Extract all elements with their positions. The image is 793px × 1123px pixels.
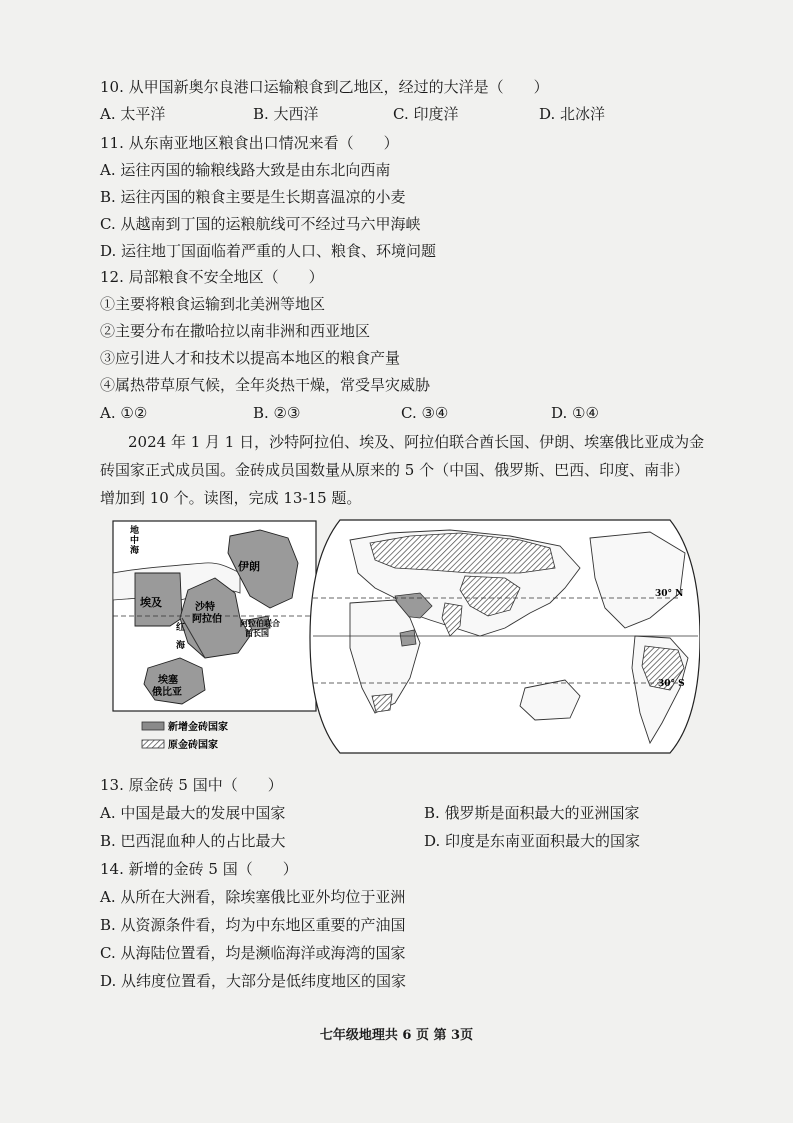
- q12-option-c: C. ③④: [401, 404, 449, 422]
- q14-option-c: C. 从海陆位置看，均是濒临海洋或海湾的国家: [100, 944, 406, 962]
- legend-new-swatch: [142, 722, 164, 730]
- q11-option-d: D. 运往地丁国面临着严重的人口、粮食、环境问题: [100, 242, 437, 260]
- label-iran: 伊朗: [238, 560, 260, 573]
- ethiopia-world-shape: [400, 630, 416, 646]
- q12-stem: 12. 局部粮食不安全地区（ ）: [100, 268, 324, 286]
- q12-option-d: D. ①④: [551, 404, 599, 422]
- q13-option-b: B. 俄罗斯是面积最大的亚洲国家: [424, 804, 640, 822]
- label-uae: 阿拉伯联合酋长国: [240, 618, 280, 638]
- page-footer: 七年级地理共 6 页 第 3页: [319, 1028, 474, 1043]
- label-sea-top: 地中海: [130, 526, 140, 556]
- q12-item-3: ③应引进人才和技术以提高本地区的粮食产量: [100, 349, 401, 367]
- q11-option-a: A. 运往丙国的输粮线路大致是由东北向西南: [100, 161, 391, 179]
- q13-stem: 13. 原金砖 5 国中（ ）: [100, 776, 283, 794]
- q12-option-a: A. ①②: [100, 404, 148, 422]
- south-africa-shape: [372, 694, 392, 712]
- legend-original-label: 原金砖国家: [168, 740, 218, 751]
- q11-option-b: B. 运往丙国的粮食主要是生长期喜温凉的小麦: [100, 188, 406, 206]
- reading-intro: [100, 428, 705, 512]
- q12-option-b: B. ②③: [253, 404, 301, 422]
- q10-option-a: A. 太平洋: [100, 105, 166, 123]
- lat-30n-label: 30° N: [655, 589, 684, 599]
- label-red-sea: 红海: [176, 623, 186, 651]
- q13-option-a: A. 中国是最大的发展中国家: [100, 804, 286, 822]
- lat-30s-label: 30° S: [658, 679, 685, 689]
- q14-option-a: A. 从所在大洲看，除埃塞俄比亚外均位于亚洲: [100, 888, 406, 906]
- brics-map-figure: [110, 518, 700, 763]
- q11-option-c: C. 从越南到丁国的运粮航线可不经过马六甲海峡: [100, 215, 421, 233]
- q14-option-d: D. 从纬度位置看，大部分是低纬度地区的国家: [100, 972, 407, 990]
- q10-stem: 10. 从甲国新奥尔良港口运输粮食到乙地区，经过的大洋是（ ）: [100, 78, 549, 96]
- q12-item-1: ①主要将粮食运输到北美洲等地区: [100, 295, 326, 313]
- q10-option-c: C. 印度洋: [393, 105, 459, 123]
- intro-line-1: 2024 年 1 月 1 日，沙特阿拉伯、埃及、阿拉伯联合酋长国、伊朗、埃塞俄比亚成为金: [128, 433, 705, 451]
- q12-item-4: ④属热带草原气候，全年炎热干燥，常受旱灾威胁: [100, 376, 431, 394]
- map-svg: [110, 518, 700, 763]
- legend-original-swatch: [142, 740, 164, 748]
- q14-option-b: B. 从资源条件看，均为中东地区重要的产油国: [100, 916, 406, 934]
- legend-new-label: 新增金砖国家: [168, 722, 228, 733]
- q13-option-d: D. 印度是东南亚面积最大的国家: [424, 832, 641, 850]
- q11-stem: 11. 从东南亚地区粮食出口情况来看（ ）: [100, 134, 399, 152]
- q12-item-2: ②主要分布在撒哈拉以南非洲和西亚地区: [100, 322, 371, 340]
- q14-stem: 14. 新增的金砖 5 国（ ）: [100, 860, 298, 878]
- label-saudi: 沙特阿拉伯: [192, 602, 222, 625]
- intro-line-2: 砖国家正式成员国。金砖成员国数量从原来的 5 个（中国、俄罗斯、巴西、印度、南非）: [100, 461, 690, 479]
- q13-option-c: B. 巴西混血种人的占比最大: [100, 832, 286, 850]
- q10-option-d: D. 北冰洋: [539, 105, 606, 123]
- intro-line-3: 增加到 10 个。读图，完成 13-15 题。: [100, 489, 362, 507]
- q10-option-b: B. 大西洋: [253, 105, 319, 123]
- label-egypt: 埃及: [140, 596, 162, 609]
- label-ethiopia: 埃塞俄比亚: [152, 675, 182, 698]
